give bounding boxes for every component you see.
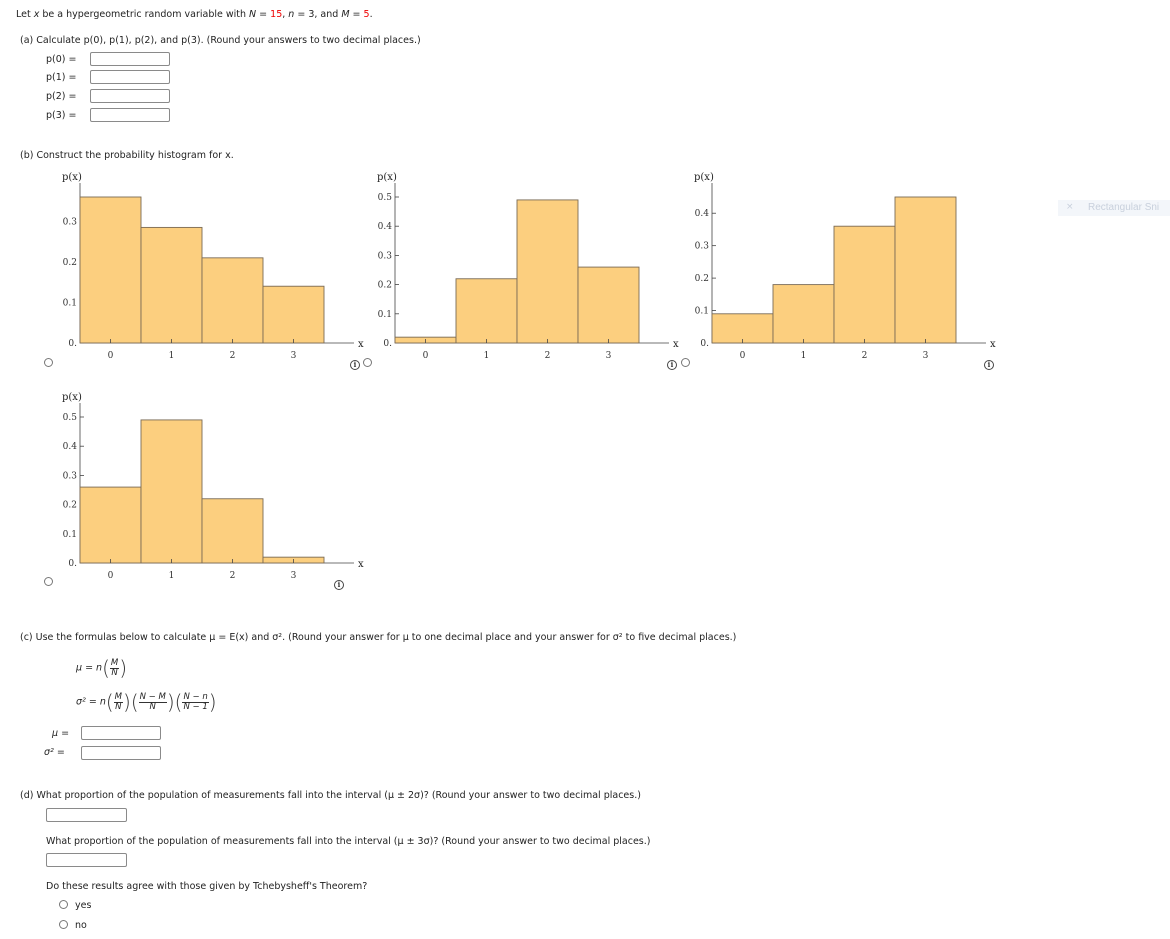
y-tick-label: 0.3	[694, 241, 709, 252]
info-icon[interactable]: i	[667, 360, 677, 370]
y-tick-label: 0.3	[62, 217, 77, 228]
y-tick-label: 0.	[700, 339, 709, 349]
p2-label: p(2) =	[46, 91, 77, 102]
p1-label: p(1) =	[46, 72, 77, 83]
x-tick-label: 0	[739, 351, 746, 361]
m-over-n-fraction: $\frac{M}{N}$	[110, 657, 119, 678]
y-tick-label: 0.1	[62, 529, 77, 540]
y-tick-label: 0.1	[377, 309, 392, 320]
snip-overlay-label: Rectangular Sni	[1088, 202, 1160, 213]
y-tick-label: 0.1	[694, 306, 709, 317]
y-tick-label: 0.4	[377, 222, 392, 233]
histogram-bar	[80, 197, 141, 343]
part-d-prompt-3: Do these results agree with those given by Tchebysheff's Theorem?	[46, 881, 368, 892]
histogram-bar	[202, 258, 263, 343]
histogram-bar	[834, 226, 895, 343]
p1-input[interactable]	[90, 70, 170, 84]
part-d-prompt-2: What proportion of the population of measurements fall into the interval (μ ± 3σ)? (Round your answer to two decimal places.)	[46, 836, 651, 847]
y-tick-label: 0.5	[62, 413, 77, 423]
mu-input[interactable]	[81, 726, 161, 740]
x-tick-label: 2	[544, 351, 551, 361]
info-icon[interactable]: i	[350, 360, 360, 370]
p0-input[interactable]	[90, 52, 170, 66]
histogram-option-4	[40, 385, 364, 585]
x-tick-label: 3	[290, 351, 297, 361]
close-icon[interactable]: ×	[1066, 202, 1074, 212]
histogram-option-2	[355, 165, 679, 365]
histogram-bar	[202, 499, 263, 563]
histogram-option-2-radio[interactable]	[363, 358, 372, 367]
x-tick-label: 2	[229, 351, 236, 361]
histogram-option-1-radio[interactable]	[44, 358, 53, 367]
y-tick-label: 0.4	[62, 442, 77, 453]
x-tick-label: 1	[168, 351, 175, 361]
histogram-bar	[263, 286, 324, 343]
y-tick-label: 0.2	[694, 274, 709, 285]
y-tick-label: 0.2	[62, 500, 77, 511]
y-axis-label: p(x)	[62, 172, 82, 183]
histogram-bar	[456, 279, 517, 343]
histogram-bar	[141, 227, 202, 343]
snip-overlay	[1058, 200, 1170, 216]
x-tick-label: 1	[168, 571, 175, 581]
yes-label: yes	[75, 900, 92, 911]
histogram-bar	[578, 267, 639, 343]
no-radio[interactable]	[59, 920, 68, 929]
histogram-bar	[80, 487, 141, 563]
y-tick-label: 0.	[68, 559, 77, 569]
y-tick-label: 0.3	[62, 471, 77, 482]
x-tick-label: 0	[107, 351, 114, 361]
y-tick-label: 0.4	[694, 209, 709, 220]
y-tick-label: 0.2	[62, 257, 77, 268]
y-axis-label: p(x)	[62, 392, 82, 403]
part-c-prompt: (c) Use the formulas below to calculate μ = E(x) and σ². (Round your answer for μ to one decimal place and your answer for σ² to five decimal places.)	[20, 632, 737, 643]
y-tick-label: 0.5	[377, 193, 392, 203]
mu-formula: μ = n( $\frac{M}{N}$ )	[76, 656, 128, 680]
sigma-squared-input[interactable]	[81, 746, 161, 760]
histogram-bar	[773, 285, 834, 343]
x-tick-label: 3	[290, 571, 297, 581]
no-label: no	[75, 920, 87, 931]
n-minus-m-over-n-fraction: $\frac{N - M}{N}$	[139, 691, 166, 712]
problem-intro: Let x be a hypergeometric random variable with N = 15, n = 3, and M = 5.	[16, 9, 373, 20]
histogram-bar	[141, 420, 202, 563]
x-tick-label: 3	[922, 351, 929, 361]
y-tick-label: 0.	[383, 339, 392, 349]
yes-radio[interactable]	[59, 900, 68, 909]
histogram-bar	[895, 197, 956, 343]
histogram-bar	[712, 314, 773, 343]
two-sigma-proportion-input[interactable]	[46, 808, 127, 822]
x-tick-label: 0	[422, 351, 429, 361]
y-tick-label: 0.3	[377, 251, 392, 262]
sigma-formula: σ² = n( $\frac{M}{N}$ )( $\frac{N - M}{N}$ )( $\frac{N - n}{N - 1}$ )	[76, 690, 217, 714]
y-axis-label: p(x)	[694, 172, 714, 183]
x-tick-label: 1	[483, 351, 490, 361]
x-axis-label: x	[673, 339, 679, 350]
x-tick-label: 2	[861, 351, 868, 361]
mu-label: μ =	[52, 728, 70, 739]
histogram-option-3	[672, 165, 996, 365]
y-tick-label: 0.2	[377, 280, 392, 291]
histogram-option-4-radio[interactable]	[44, 577, 53, 586]
part-a-prompt: (a) Calculate p(0), p(1), p(2), and p(3). (Round your answers to two decimal places.)	[20, 35, 421, 46]
y-axis-label: p(x)	[377, 172, 397, 183]
x-axis-label: x	[990, 339, 996, 350]
x-axis-label: x	[358, 339, 364, 350]
sigma-squared-label: σ² =	[44, 747, 65, 758]
p0-label: p(0) =	[46, 54, 77, 65]
p3-label: p(3) =	[46, 110, 77, 121]
info-icon[interactable]: i	[984, 360, 994, 370]
part-d-prompt: (d) What proportion of the population of measurements fall into the interval (μ ± 2σ)? (Round your answer to two decimal places.)	[20, 790, 641, 801]
histogram-option-1	[40, 165, 364, 365]
x-tick-label: 2	[229, 571, 236, 581]
x-tick-label: 0	[107, 571, 114, 581]
info-icon[interactable]: i	[334, 580, 344, 590]
y-tick-label: 0.	[68, 339, 77, 349]
p3-input[interactable]	[90, 108, 170, 122]
y-tick-label: 0.1	[62, 298, 77, 309]
x-axis-label: x	[358, 559, 364, 570]
histogram-option-3-radio[interactable]	[681, 358, 690, 367]
p2-input[interactable]	[90, 89, 170, 103]
m-over-n-fraction: $\frac{M}{N}$	[114, 691, 123, 712]
histogram-bar	[517, 200, 578, 343]
part-b-prompt: (b) Construct the probability histogram for x.	[20, 150, 234, 161]
x-tick-label: 3	[605, 351, 612, 361]
three-sigma-proportion-input[interactable]	[46, 853, 127, 867]
x-tick-label: 1	[800, 351, 807, 361]
n-minus-n-over-n-minus-1-fraction: $\frac{N - n}{N - 1}$	[183, 691, 208, 712]
